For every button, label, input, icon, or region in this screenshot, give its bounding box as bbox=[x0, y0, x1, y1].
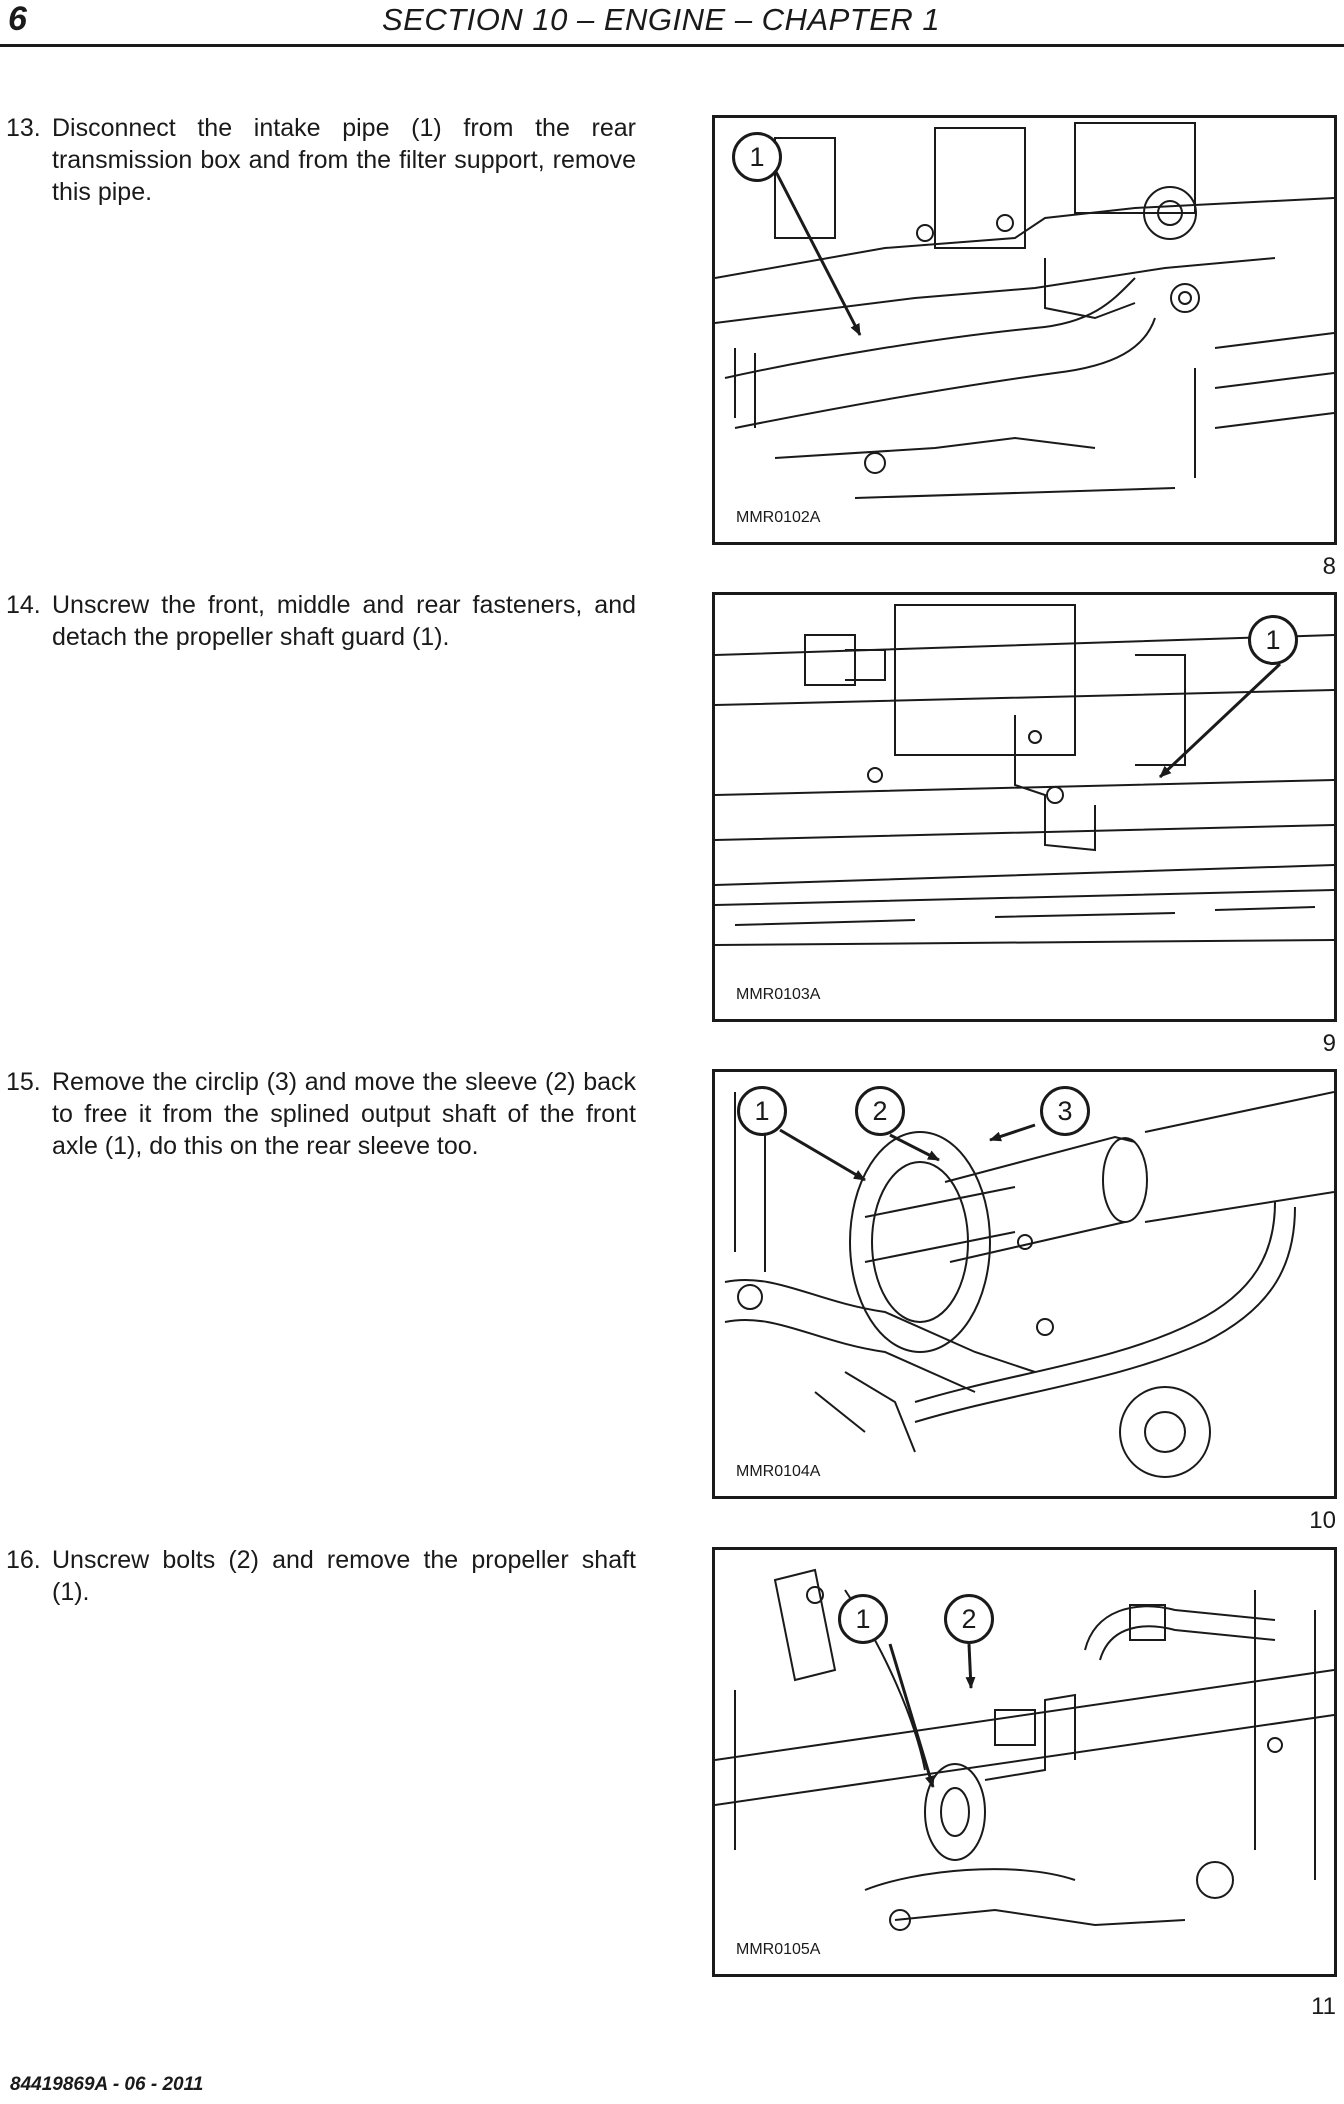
figure-number: 9 bbox=[1322, 1030, 1336, 1057]
step-text: Disconnect the intake pipe (1) from the rear transmission box and from the filter support, remove this pipe. bbox=[52, 114, 636, 206]
figure-code: MMR0105A bbox=[733, 1940, 823, 1960]
step-text: Unscrew the front, middle and rear fasteners, and detach the propeller shaft guard (1). bbox=[52, 591, 636, 651]
step-15 bbox=[6, 1066, 636, 1162]
figure-number: 8 bbox=[1322, 553, 1336, 580]
figure-8-illustration bbox=[712, 115, 1337, 545]
figure-11-illustration bbox=[712, 1547, 1337, 1977]
step-16 bbox=[6, 1544, 636, 1608]
section-title: SECTION 10 – ENGINE – CHAPTER 1 bbox=[382, 2, 941, 37]
callout-1: 1 bbox=[737, 1086, 787, 1136]
callout-1: 1 bbox=[1248, 615, 1298, 665]
figure-code: MMR0102A bbox=[733, 508, 823, 528]
figure-10-illustration bbox=[712, 1069, 1337, 1499]
figure-9-illustration bbox=[712, 592, 1337, 1022]
figure-code: MMR0103A bbox=[733, 985, 823, 1005]
propeller-shaft-guard-drawing bbox=[715, 595, 1334, 1019]
intake-pipe-drawing bbox=[715, 118, 1334, 542]
callout-3: 3 bbox=[1040, 1086, 1090, 1136]
step-number: 13. bbox=[6, 114, 41, 142]
step-14 bbox=[6, 589, 636, 653]
callout-2: 2 bbox=[855, 1086, 905, 1136]
figure-number: 10 bbox=[1309, 1507, 1336, 1534]
document-id: 84419869A - 06 - 2011 bbox=[10, 2074, 204, 2095]
step-13 bbox=[6, 112, 636, 208]
page-number: 6 bbox=[8, 0, 27, 38]
step-number: 14. bbox=[6, 591, 41, 619]
callout-1: 1 bbox=[838, 1594, 888, 1644]
step-text: Unscrew bolts (2) and remove the propeller shaft (1). bbox=[52, 1546, 636, 1606]
step-number: 16. bbox=[6, 1546, 41, 1574]
sleeve-circlip-drawing bbox=[715, 1072, 1334, 1496]
callout-2: 2 bbox=[944, 1594, 994, 1644]
page-header bbox=[0, 0, 1344, 47]
figure-code: MMR0104A bbox=[733, 1462, 823, 1482]
callout-1: 1 bbox=[732, 132, 782, 182]
step-text: Remove the circlip (3) and move the sleeve (2) back to free it from the splined output shaft of the front axle (1), do this on the rear sleeve too. bbox=[52, 1068, 636, 1160]
step-number: 15. bbox=[6, 1068, 41, 1096]
propeller-shaft-bolts-drawing bbox=[715, 1550, 1334, 1974]
figure-number: 11 bbox=[1311, 1993, 1336, 2020]
